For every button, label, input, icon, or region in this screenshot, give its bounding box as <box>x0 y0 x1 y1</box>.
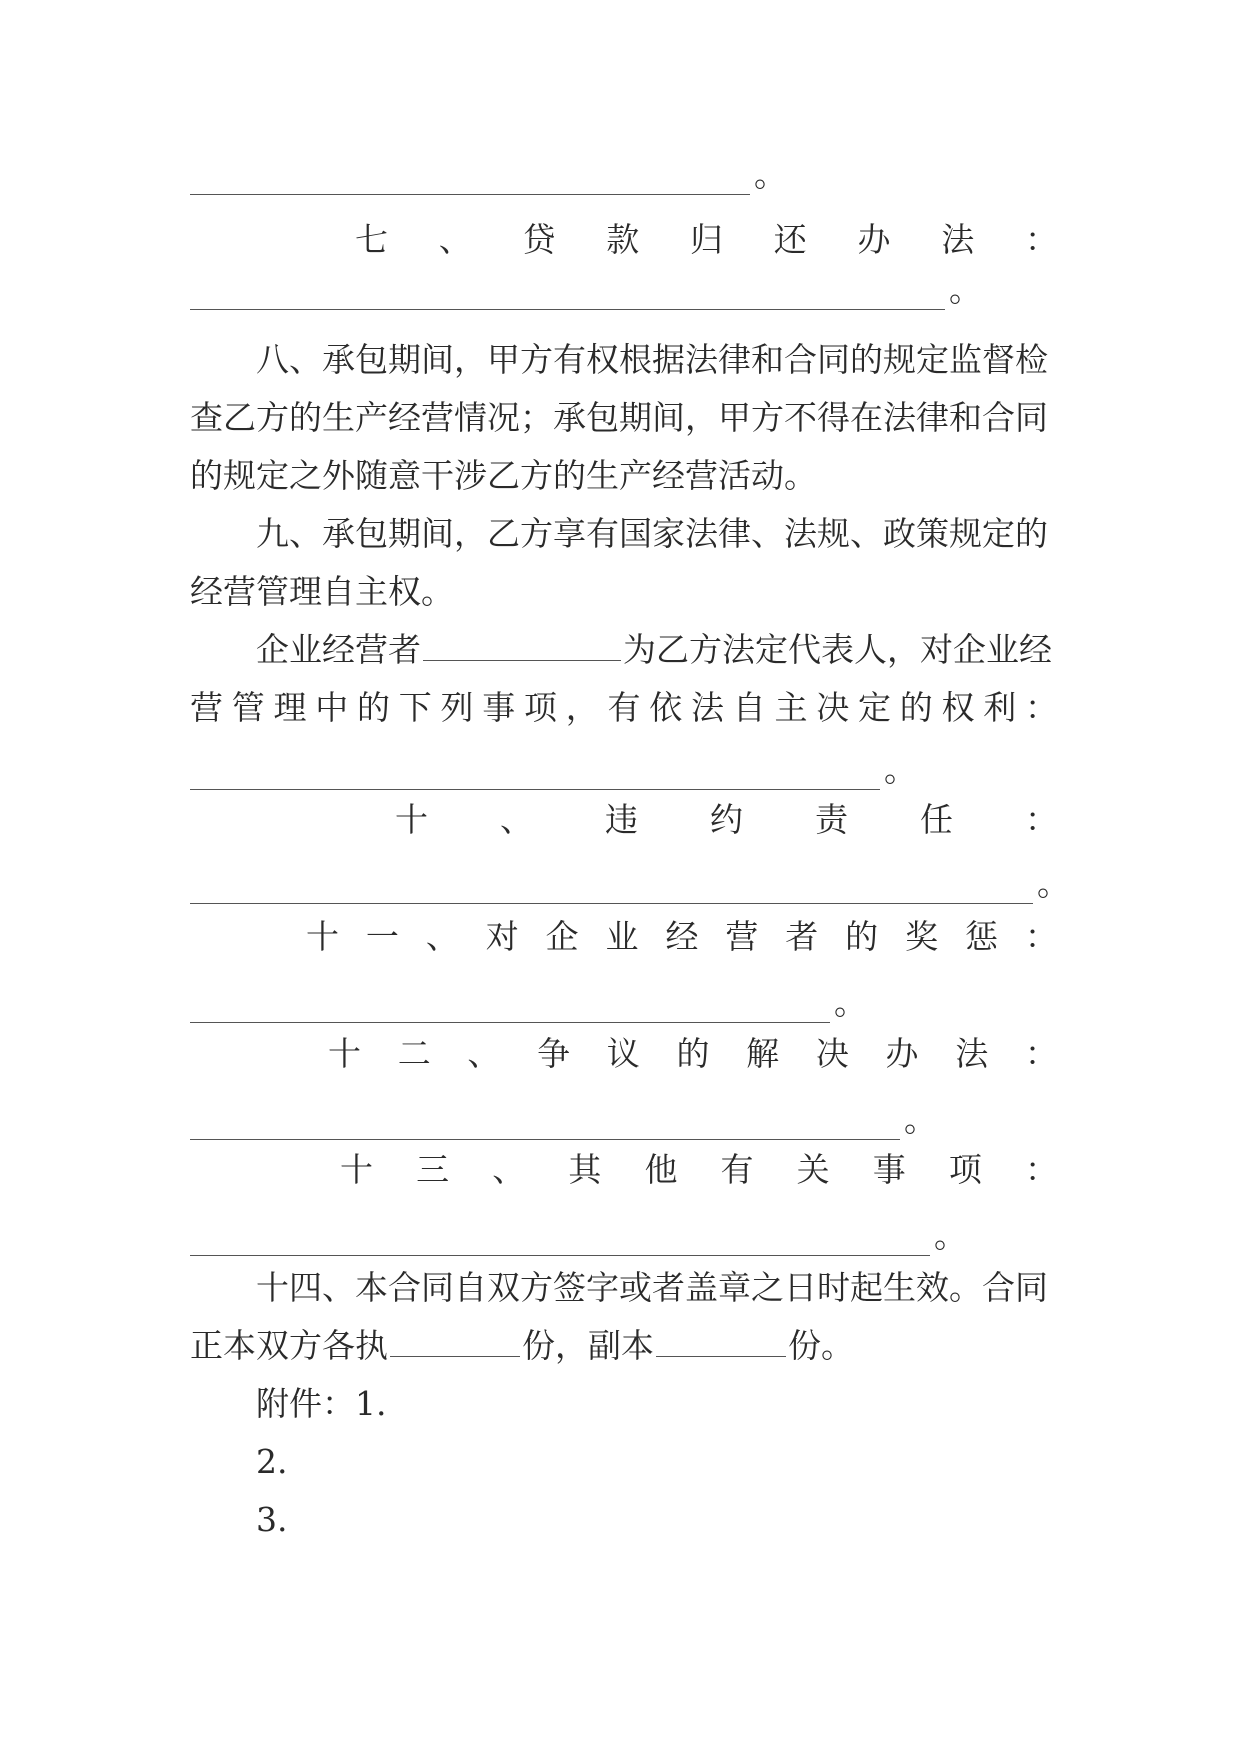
char: 中 <box>315 688 349 727</box>
period: 。 <box>884 750 917 789</box>
period: 。 <box>834 983 867 1022</box>
char: ： <box>1024 1150 1058 1189</box>
blank-line <box>190 155 1058 195</box>
fill-in-blank <box>656 1326 786 1357</box>
blank-line <box>190 750 1058 790</box>
clause-11-heading <box>190 917 1058 957</box>
char: 利 <box>983 688 1017 727</box>
clause-13-heading <box>190 1150 1058 1190</box>
char: 对 <box>485 917 519 956</box>
char: ： <box>1025 688 1058 727</box>
fill-in-blank <box>190 992 830 1023</box>
clause-12-heading <box>190 1034 1058 1074</box>
char: 项 <box>524 688 557 727</box>
clause-14-line-2 <box>190 1326 1058 1366</box>
char: 违 <box>605 800 638 839</box>
char: ， <box>565 688 599 727</box>
clause-8-line-1: 八、承包期间，甲方有权根据法律和合同的规定监督检 <box>256 340 1048 379</box>
fill-in-blank <box>190 759 880 790</box>
char: 理 <box>273 688 307 727</box>
char: 列 <box>440 688 474 727</box>
text: 企业经营者 <box>256 630 421 669</box>
blank-line <box>190 270 1058 310</box>
clause-9-line-2: 经营管理自主权。 <box>190 572 454 611</box>
char: 、 <box>492 1150 526 1189</box>
blank-line <box>190 983 1058 1023</box>
char: 、 <box>425 917 459 956</box>
period: 。 <box>1037 864 1070 903</box>
char: 法 <box>941 220 975 259</box>
fill-in-blank <box>190 279 945 310</box>
text: 份。 <box>788 1326 854 1365</box>
fill-in-blank <box>190 1225 930 1256</box>
period: 。 <box>754 155 787 194</box>
char: 惩 <box>964 917 998 956</box>
attachment-2: 2. <box>256 1442 288 1481</box>
char: 依 <box>649 688 683 727</box>
char: 自 <box>732 688 766 727</box>
fill-in-blank <box>190 1109 900 1140</box>
char: 办 <box>885 1034 919 1073</box>
char: 约 <box>710 800 743 839</box>
fill-in-blank <box>190 873 1033 904</box>
char: ： <box>1024 917 1058 956</box>
char: 的 <box>357 688 390 727</box>
char: 奖 <box>905 917 939 956</box>
char: 归 <box>690 220 723 259</box>
rights-line <box>190 688 1058 728</box>
text: 正本双方各执 <box>190 1326 388 1365</box>
fill-in-blank <box>190 164 750 195</box>
char: 事 <box>482 688 516 727</box>
blank-line <box>190 1216 1058 1256</box>
fill-in-blank <box>423 630 621 661</box>
char: 争 <box>537 1034 571 1073</box>
char: 决 <box>816 688 850 727</box>
attachment-1: 附件：1. <box>256 1384 387 1423</box>
char: 决 <box>815 1034 849 1073</box>
char: 一 <box>365 917 399 956</box>
char: 定 <box>858 688 891 727</box>
char: 款 <box>606 220 640 259</box>
char: 其 <box>568 1150 602 1189</box>
period: 。 <box>904 1100 937 1139</box>
char: 有 <box>607 688 641 727</box>
char: 事 <box>872 1150 906 1189</box>
representative-line <box>190 630 1058 670</box>
char: 管 <box>231 688 265 727</box>
char: 七 <box>355 220 388 259</box>
char: 议 <box>606 1034 640 1073</box>
char: 经 <box>665 917 699 956</box>
text: 为乙方法定代表人，对企业经 <box>623 630 1052 669</box>
char: 的 <box>845 917 879 956</box>
char: 项 <box>948 1150 982 1189</box>
char: ： <box>1024 1034 1058 1073</box>
clause-7-heading <box>190 220 1058 260</box>
char: 法 <box>691 688 724 727</box>
char: 、 <box>438 220 472 259</box>
blank-line <box>190 864 1070 904</box>
attachment-3: 3. <box>256 1500 288 1539</box>
char: 十 <box>340 1150 373 1189</box>
char: 有 <box>720 1150 754 1189</box>
char: ： <box>1025 220 1058 259</box>
clause-8-line-3: 的规定之外随意干涉乙方的生产经营活动。 <box>190 456 817 495</box>
char: 的 <box>676 1034 710 1073</box>
char: 贷 <box>522 220 556 259</box>
char: 解 <box>746 1034 780 1073</box>
char: 营 <box>190 688 223 727</box>
char: 的 <box>899 688 933 727</box>
char: 、 <box>467 1034 501 1073</box>
char: 、 <box>500 800 533 839</box>
blank-line <box>190 1100 1058 1140</box>
char: 责 <box>815 800 848 839</box>
char: 权 <box>941 688 975 727</box>
char: 业 <box>605 917 639 956</box>
char: 企 <box>545 917 579 956</box>
char: 任 <box>920 800 953 839</box>
char: 还 <box>773 220 807 259</box>
period: 。 <box>949 270 982 309</box>
char: 十 <box>328 1034 361 1073</box>
char: 者 <box>785 917 819 956</box>
char: 主 <box>774 688 808 727</box>
char: ： <box>1025 800 1058 839</box>
char: 二 <box>397 1034 431 1073</box>
char: 十 <box>395 800 428 839</box>
char: 营 <box>725 917 759 956</box>
clause-9-line-1: 九、承包期间，乙方享有国家法律、法规、政策规定的 <box>256 514 1048 553</box>
text: 份，副本 <box>522 1326 654 1365</box>
char: 关 <box>796 1150 830 1189</box>
period: 。 <box>934 1216 967 1255</box>
char: 三 <box>416 1150 450 1189</box>
fill-in-blank <box>390 1326 520 1357</box>
clause-8-line-2: 查乙方的生产经营情况；承包期间，甲方不得在法律和合同 <box>190 398 1048 437</box>
char: 下 <box>398 688 432 727</box>
char: 他 <box>644 1150 678 1189</box>
clause-10-heading <box>190 800 1058 840</box>
clause-14-line-1: 十四、本合同自双方签字或者盖章之日时起生效。合同 <box>256 1268 1048 1307</box>
char: 法 <box>955 1034 989 1073</box>
char: 办 <box>857 220 891 259</box>
char: 十 <box>306 917 339 956</box>
